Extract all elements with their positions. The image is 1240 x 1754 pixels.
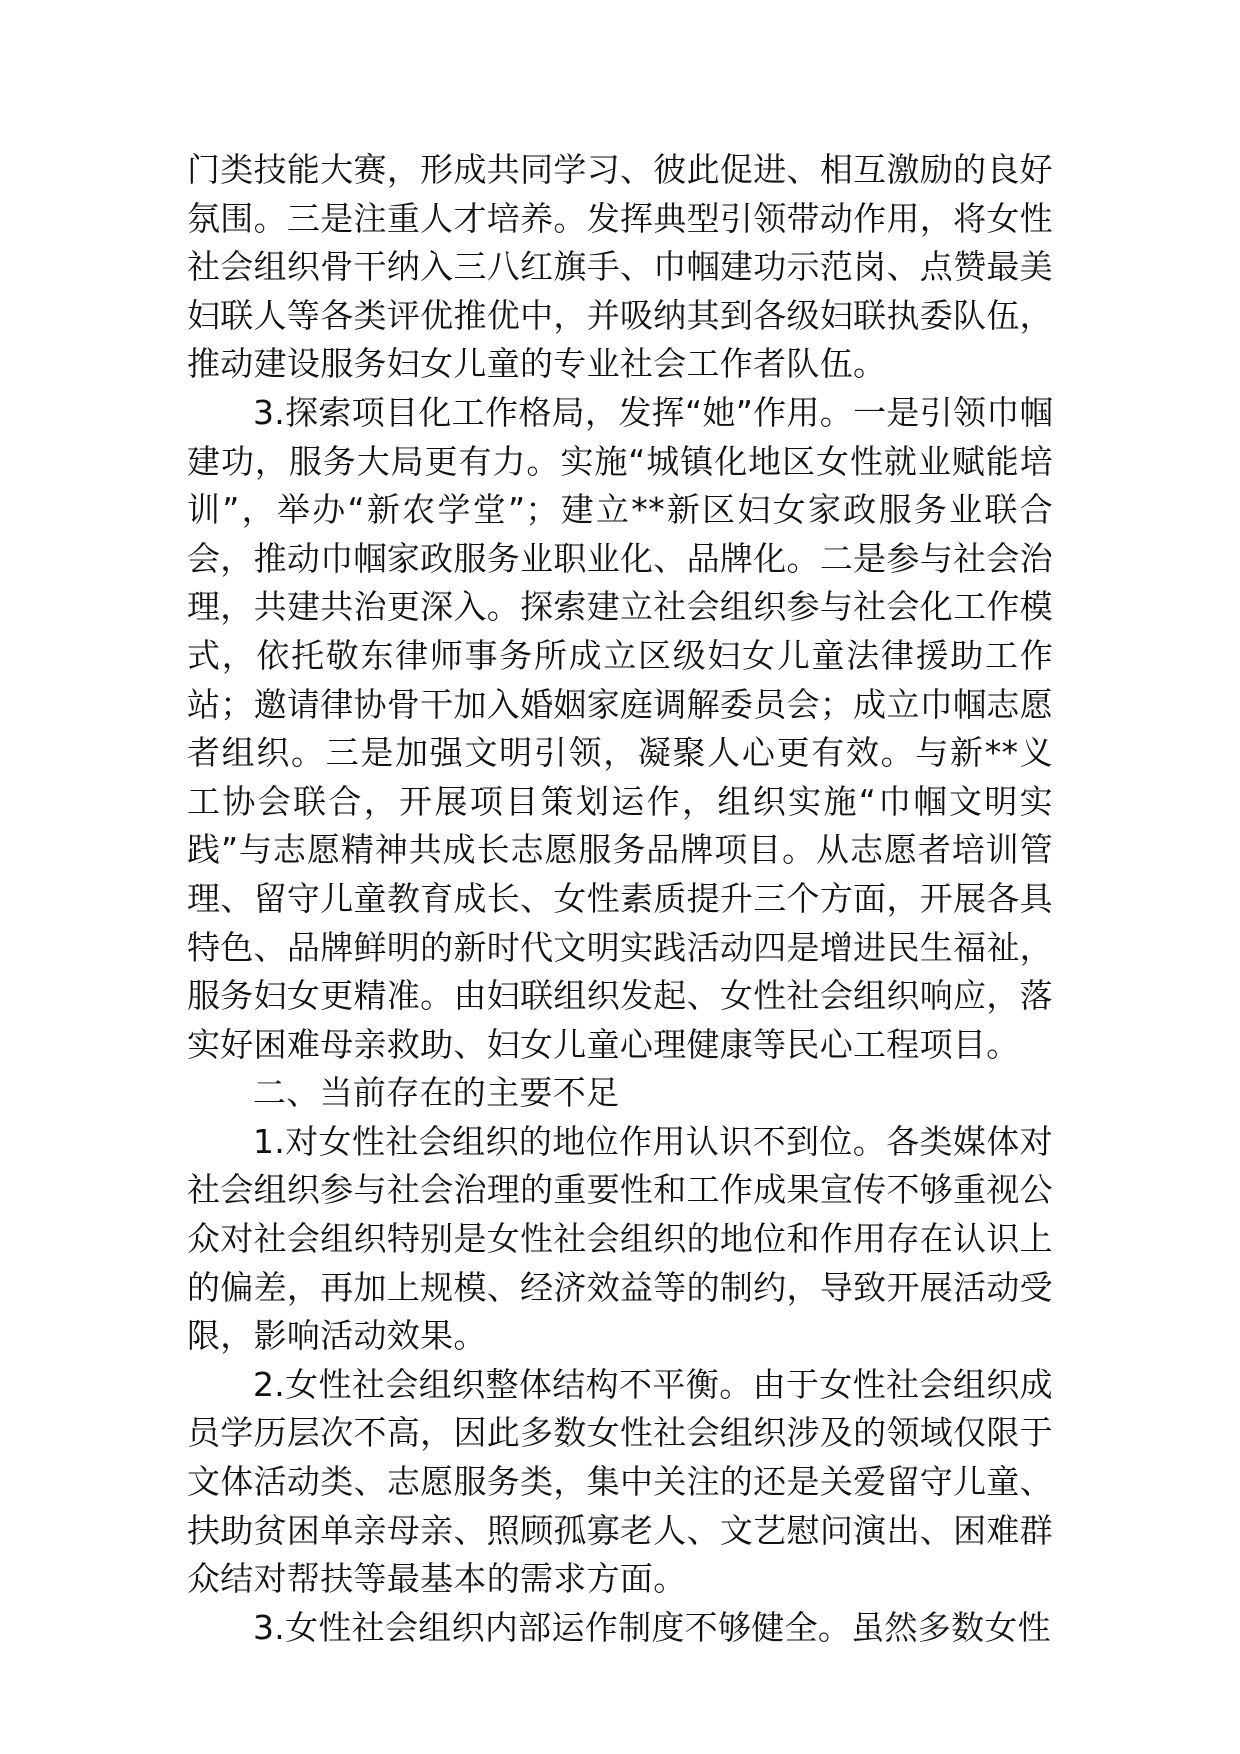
paragraph-project-work: 3.探索项目化工作格局，发挥“她”作用。一是引领巾帼建功，服务大局更有力。实施“城镇化地区女性就业赋能培训”，举办“新农学堂”；建立**新区妇女家政服务业联合会，推动巾帼家政服务业职业化、品牌化。二是参与社会治理，共建共治更深入。探索建立社会组织参与社会化工作模式，依托敬东律师事务所成立区级妇女儿童法律援助工作站；邀请律协骨干加入婚姻家庭调解委员会；成立巾帼志愿者组织。三是加强文明引领，凝聚人心更有效。与新**义工协会联合，开展项目策划运作，组织实施“巾帼文明实践”与志愿精神共成长志愿服务品牌项目。从志愿者培训管理、留守儿童教育成长、女性素质提升三个方面，开展各具特色、品牌鲜明的新时代文明实践活动四是增进民生福祉，服务妇女更精准。由妇联组织发起、女性社会组织响应，落实好困难母亲救助、妇女儿童心理健康等民心工程项目。 [187, 392, 1053, 1064]
section-heading-shortcomings: 二、当前存在的主要不足 [253, 1073, 620, 1113]
paragraph-structure: 2.女性社会组织整体结构不平衡。由于女性社会组织成员学历层次不高，因此多数女性社会组织涉及的领域仅限于文体活动类、志愿服务类，集中关注的还是关爱留守儿童、扶助贫困单亲母亲、照顾孤寡老人、文艺慰问演出、困难群众结对帮扶等最基本的需求方面。 [187, 1364, 1053, 1599]
document-body [187, 146, 1053, 1652]
paragraph-skill-contest: 门类技能大赛，形成共同学习、彼此促进、相互激励的良好氛围。三是注重人才培养。发挥典型引领带动作用，将女性社会组织骨干纳入三八红旗手、巾帼建功示范岗、点赞最美妇联人等各类评优推优中，并吸纳其到各级妇联执委队伍，推动建设服务妇女儿童的专业社会工作者队伍。 [187, 150, 1053, 384]
paragraph-recognition: 1.对女性社会组织的地位作用认识不到位。各类媒体对社会组织参与社会治理的重要性和工作成果宣传不够重视公众对社会组织特别是女性社会组织的地位和作用存在认识上的偏差，再加上规模、经济效益等的制约，导致开展活动受限，影响活动效果。 [187, 1121, 1053, 1356]
paragraph-internal-operation: 3.女性社会组织内部运作制度不够健全。虽然多数女性 [253, 1607, 1051, 1647]
